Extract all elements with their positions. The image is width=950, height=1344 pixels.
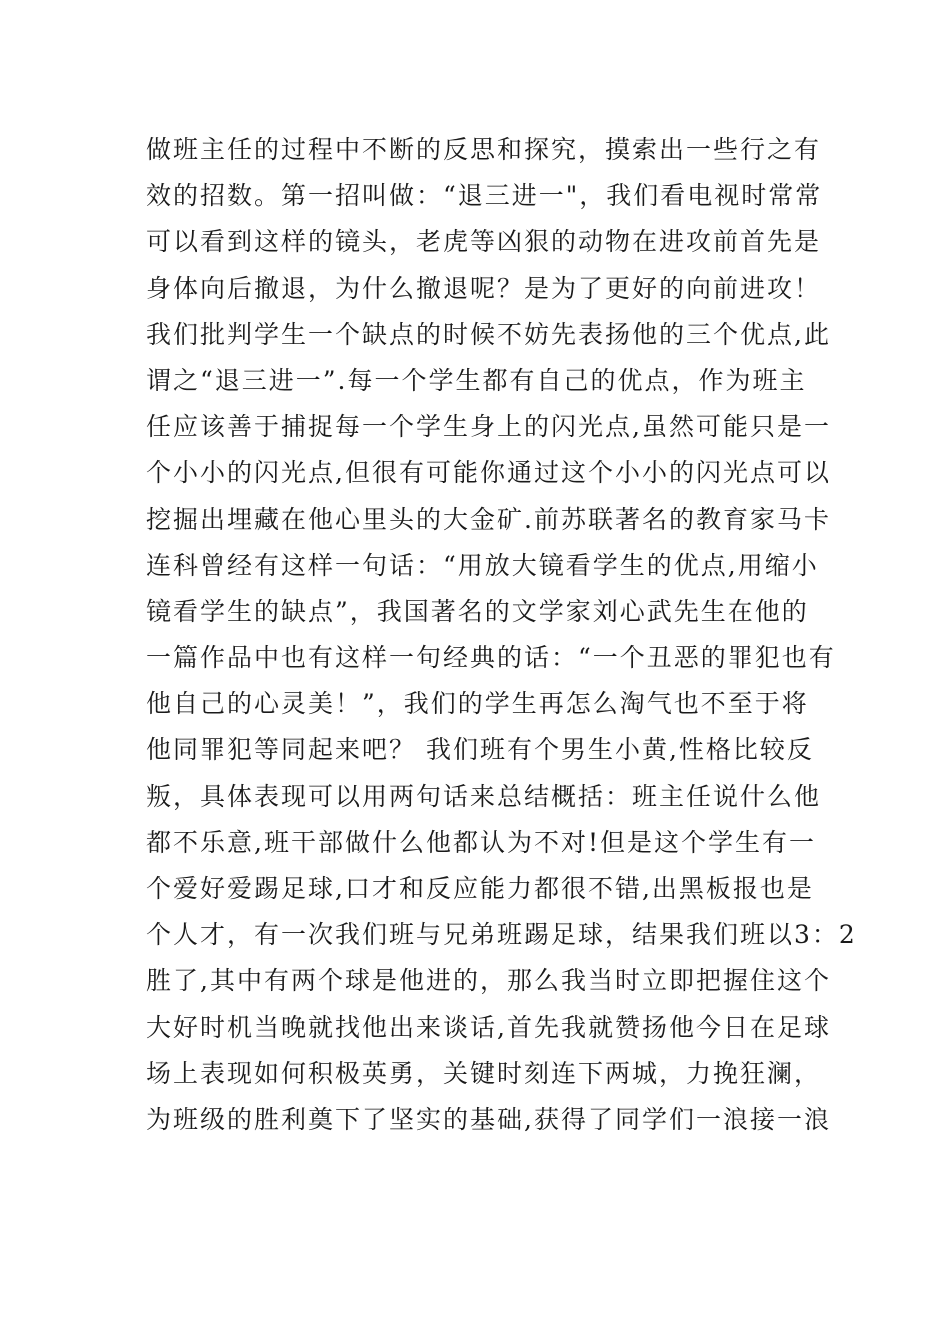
text-line-10: 连科曾经有这样一句话：“用放大镜看学生的优点,用缩小 <box>146 550 819 580</box>
text-line-8: 个小小的闪光点,但很有可能你通过这个小小的闪光点可以 <box>146 458 831 488</box>
text-line-6: 谓之“退三进一”.每一个学生都有自己的优点，作为班主 <box>146 365 807 395</box>
text-line-3: 可以看到这样的镜头，老虎等凶狠的动物在进攻前首先是 <box>146 227 822 257</box>
text-line-9: 挖掘出埋藏在他心里头的大金矿.前苏联著名的教育家马卡 <box>146 504 831 534</box>
text-line-4: 身体向后撤退，为什么撤退呢？是为了更好的向前进攻！ <box>146 273 822 303</box>
text-line-12: 一篇作品中也有这样一句经典的话：“一个丑恶的罪犯也有 <box>146 643 836 673</box>
text-line-19: 胜了,其中有两个球是他进的，那么我当时立即把握住这个 <box>146 966 831 996</box>
text-line-16: 都不乐意,班干部做什么他都认为不对!但是这个学生有一 <box>146 827 816 857</box>
text-line-21: 场上表现如何积极英勇，关键时刻连下两城，力挽狂澜， <box>146 1058 822 1088</box>
text-line-13: 他自己的心灵美！”，我们的学生再怎么淘气也不至于将 <box>146 689 809 719</box>
text-line-17: 个爱好爱踢足球,口才和反应能力都很不错,出黑板报也是 <box>146 874 814 903</box>
text-line-5: 我们批判学生一个缺点的时候不妨先表扬他的三个优点,此 <box>146 319 831 349</box>
text-line-14: 他同罪犯等同起来吧？ 我们班有个男生小黄,性格比较反 <box>146 735 814 765</box>
text-line-1: 做班主任的过程中不断的反思和探究，摸索出一些行之有 <box>146 135 822 164</box>
body-text <box>146 127 857 1143</box>
text-line-15: 叛，具体表现可以用两句话来总结概括：班主任说什么他 <box>146 781 822 811</box>
text-line-18: 个人才，有一次我们班与兄弟班踢足球，结果我们班以3：2 <box>146 920 857 950</box>
text-line-22: 为班级的胜利奠下了坚实的基础,获得了同学们一浪接一浪 <box>146 1104 831 1134</box>
text-line-20: 大好时机当晚就找他出来谈话,首先我就赞扬他今日在足球 <box>146 1012 831 1042</box>
text-line-7: 任应该善于捕捉每一个学生身上的闪光点,虽然可能只是一 <box>146 412 831 442</box>
text-line-11: 镜看学生的缺点”，我国著名的文学家刘心武先生在他的 <box>146 596 809 626</box>
text-line-2: 效的招数。第一招叫做：“退三进一"，我们看电视时常常 <box>146 181 823 211</box>
